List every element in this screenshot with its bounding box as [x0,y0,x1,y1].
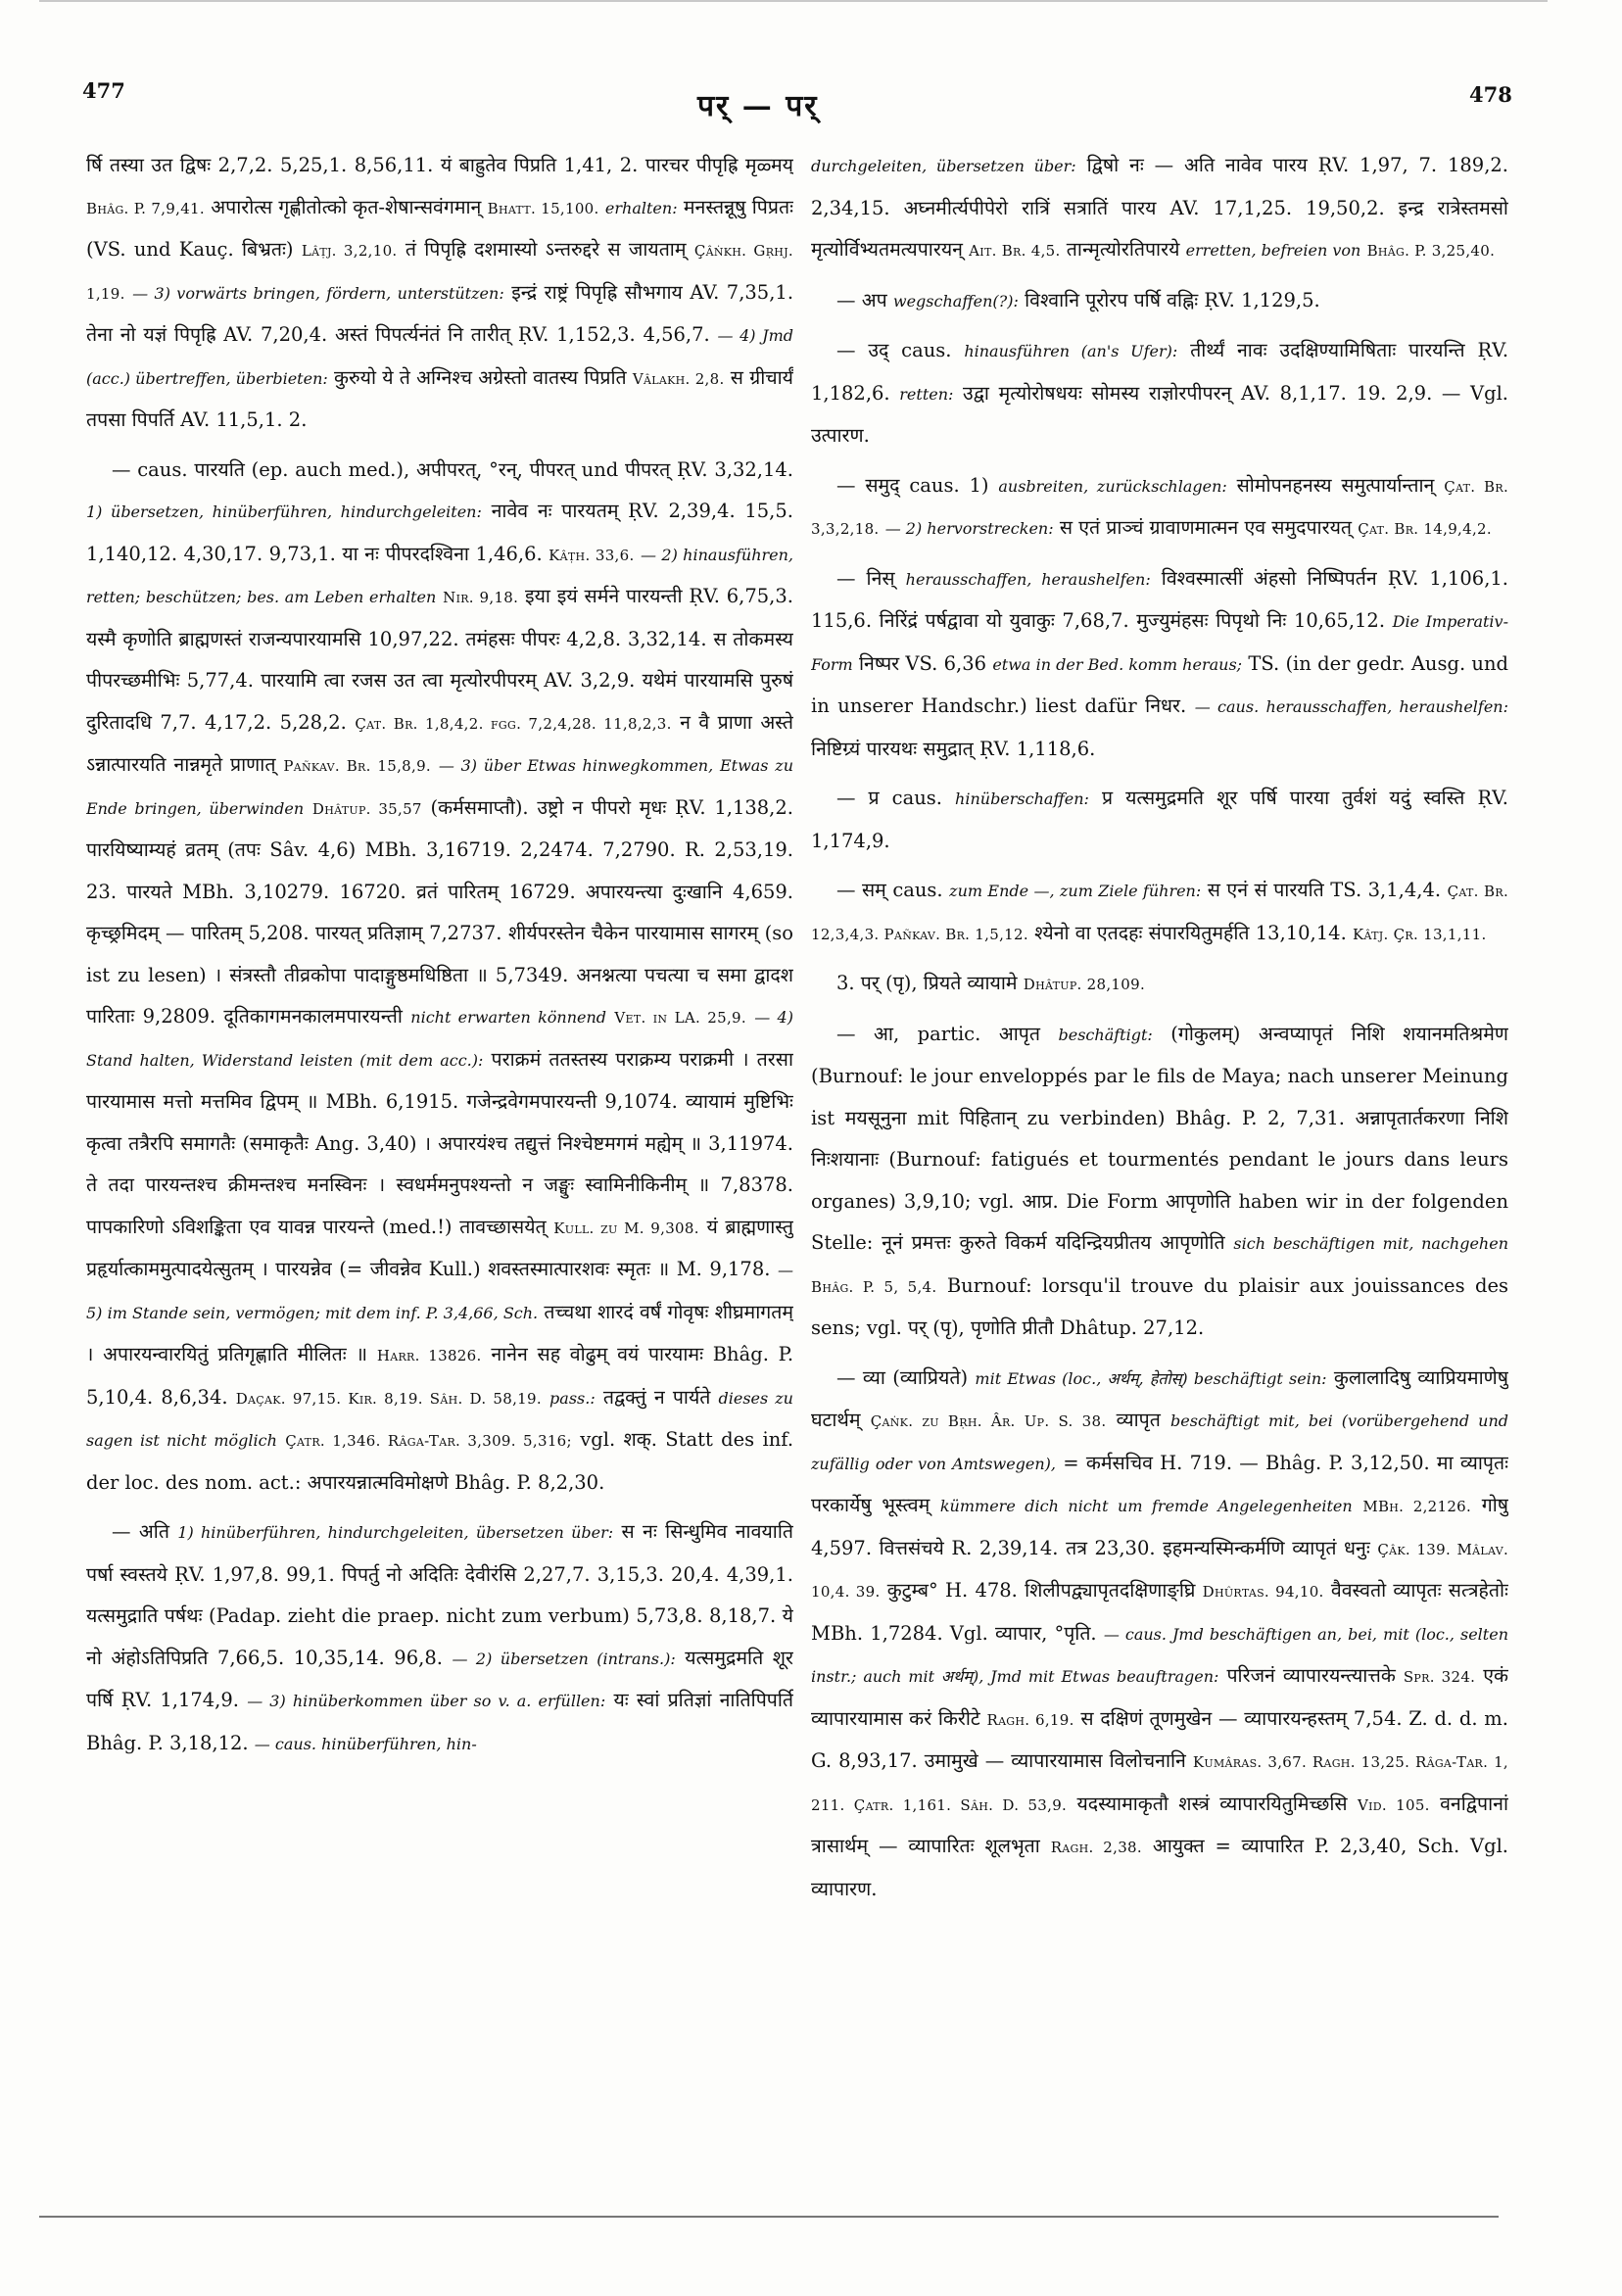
page-bottom-rule [39,2216,1499,2218]
dictionary-entry [811,1358,1508,1911]
sanskrit-text: TS. (in der gedr. Ausg. und in unserer Handschr.) liest dafür निधर. [811,651,1508,717]
sanskrit-text: — समुद् caus. 1) [836,473,989,497]
german-gloss: — 2) hinausführen, retten; beschützen; bes. am Leben erhalten [86,545,793,606]
german-gloss: retten: [899,384,954,404]
german-gloss: ausbreiten, zurückschlagen: [998,476,1227,496]
sanskrit-text: न वै प्राणा अस्ते ऽन्नात्पारयति नान्नमृते प्राणात् [86,710,793,776]
source-reference: Çatr. 1,346. Râga-Tar. 3,309. 5,316; [285,1432,572,1450]
sanskrit-text: उद्वा मृत्योरोषधयः सोमस्य राज्ञोरपीपरन् AV. 8,1,17. 19. 2,9. — Vgl. उत्पारण. [811,381,1508,447]
sanskrit-text: — caus. पारयति (ep. auch med.), अपीपरत्, °रन्, पीपरत् und पीपरत् ṚV. 3,32,14. [112,457,793,481]
sanskrit-text: विश्वानि पूरोरप पर्षि वह्निः ṚV. 1,129,5. [1025,288,1320,311]
sanskrit-text: — सम् caus. [836,879,943,901]
dictionary-entry [811,1014,1508,1350]
sanskrit-text: पराक्रमं ततस्तस्य पराक्रम्य पराक्रमी । तरसा पारयामास मत्तो मत्तमिव द्विपम् ॥ MBh. 6,1915. गजेन्द्रवेगमपारयन्ती 9,1074. व्यायामं मुष्टिभिः कृत्वा तत्रैरपि समागतैः (समाकृतैः Ang. 3,40) । अपारयंश्च तद्युत्तं निश्चेष्टमगमं मह्येम् ॥ 3,11974. ते तदा पारयन्तश्च क्रीमन्तश्च मनस्विनः । स्वधर्ममनुपश्यन्तो न जङ्घुः स्वामिनीकिनीम् ॥ 7,8378. पापकारिणो ऽविशङ्किता एव यावन्न पारयन्ते (med.!) तावच्छासयेत् [86,1047,793,1238]
sanskrit-text: निष्पर VS. 6,36 [858,651,987,675]
source-reference: Vid. 105. [1357,1795,1430,1814]
sanskrit-text: = कर्मसचिव H. 719. — Bhâg. P. 3,12,50. मा व्यापृतः परकार्येषु भूस्त्वम् [811,1451,1508,1516]
german-gloss: mit Etwas (loc., अर्थम्, हेतोस्) beschäftigt sein: [975,1368,1327,1388]
scan-top-edge [39,0,1548,2]
sanskrit-text: — प्र caus. [836,787,942,809]
german-gloss: 1) übersetzen, hinüberführen, hindurchgeleiten: [86,502,482,521]
german-gloss: hinausführen (an's Ufer): [964,342,1178,360]
sanskrit-text: (गोकुलम्) अन्वप्यापृतं निशि शयानमतिश्रमेण (Burnouf: le jour enveloppés par le fils de Maya; nach unserer Meinung ist मयसूनुना mit पिहितान् zu verbinden) Bhâg. P. 2, 7,31. अन्नापृतार्तकरणा निशि निःशयानाः (Burnouf: fatigués et tourmentés pendant le jours dans leurs organes) 3,9,10; vgl. आप्र. Die Form आपृणोति haben wir in der folgenden Stelle: नूनं प्रमत्तः कुरुते विकर्म यदिन्द्रियप्रीतय आपृणोति [811,1022,1508,1254]
source-reference: Çat. Br. 1,8,4,2. fgg. 7,2,4,28. 11,8,2,3. [355,714,672,733]
sanskrit-text: एकं व्यापारयामास करं किरीटे [811,1664,1508,1730]
page-number-left: 477 [82,78,125,103]
german-gloss: beschäftigt: [1058,1025,1153,1044]
sanskrit-text: गोषु 4,597. वित्तसंचये R. 2,39,14. तत्र 23,30. इहमन्यस्मिन्कर्मणि व्यापृतं धनुः [811,1494,1508,1559]
source-reference: Kumâras. 3,67. Ragh. 13,25. Râga-Tar. 1, 211. Çatr. 1,161. Sâh. D. 53,9. [811,1753,1508,1814]
german-gloss: — caus. Jmd beschäftigen an, bei, mit (loc., selten instr.; auch mit अर्थम्), Jmd mit Etwas beauftragen: [811,1624,1508,1686]
source-reference: Dhâtup. 28,109. [1023,976,1146,993]
dictionary-entry [86,450,793,1505]
dictionary-entry [86,145,793,442]
source-reference: Ragh. 6,19. [986,1710,1074,1729]
german-gloss: herausschaffen, heraushelfen: [905,569,1151,589]
sanskrit-text: निष्टिग्र्यं पारयथः समुद्रात् ṚV. 1,118,6. [811,737,1096,760]
german-gloss: wegschaffen(?): [892,291,1019,311]
left-column [86,145,793,2133]
sanskrit-text: इन्द्रं राष्ट्रं पिपृह्रि सौभगाय AV. 7,35,1. तेना नो यज्ञं पिपृह्रि AV. 7,20,4. अस्तं पिपर्त्यनंतं नि तारीत् ṚV. 1,152,3. 4,56,7. [86,280,793,346]
sanskrit-text: र्षि तस्या उत द्विषः 2,7,2. 5,25,1. 8,56,11. यं बाह्रुतेव पिप्रति 1,41, 2. पारचर पीपृह्रि मृळ्मय् [86,154,793,176]
german-gloss: — 4) Stand halten, Widerstand leisten (mit dem acc.): [86,1008,793,1070]
german-gloss: — 2) hervorstrecken: [884,519,1054,538]
source-reference: Çâk. 139. Mâlav. 10,4. 39. [811,1540,1508,1601]
german-gloss: etwa in der Bed. komm heraus; [992,654,1243,674]
sanskrit-text: तच्चथा शारदं वर्षं गोवृषः शीघ्रमागतम् । अपारयन्वारयितुं प्रतिगृह्णाति मीलितः ॥ [86,1300,793,1365]
sanskrit-text: वैवस्वतो व्यापृतः सत्त्रहेतोः MBh. 1,7284. Vgl. व्यापार, °पृति. [811,1579,1508,1645]
dictionary-entry [86,1511,793,1765]
german-gloss: erhalten: [604,198,678,217]
source-reference: Daçak. 97,15. Kir. 8,19. Sâh. D. 58,19. [235,1389,542,1408]
german-gloss: sich beschäftigen mit, nachgehen [1233,1234,1508,1253]
sanskrit-text: स ग्रीचार्यं तपसा पिपर्ति AV. 11,5,1. 2. [86,365,793,431]
german-gloss: — 5) im Stande sein, vermögen; mit dem inf. P. 3,4,66, Sch. [86,1261,793,1322]
sanskrit-text: द्विषो नः — अति नावेव पारय ṚV. 1,97, 7. 189,2. 2,34,15. अघ्नमीर्त्यपीपेरो रात्रिं सत्रातिं पारय AV. 17,1,25. 19,50,2. इन्द्र रात्रेस्तमसो मृत्योर्विभ्यतमत्यपारयन् [811,154,1508,261]
dictionary-entry [811,778,1508,862]
source-reference: Çat. Br. 3,3,2,18. [811,477,1508,538]
source-reference: Lâṭj. 3,2,10. [301,242,398,260]
sanskrit-text: 3. पर् (पृ), प्रियते व्यायामे [836,972,1018,994]
german-gloss: — 4) Jmd (acc.) übertreffen, überbieten: [86,326,793,388]
german-gloss: — caus. herausschaffen, heraushelfen: [1194,697,1508,716]
sanskrit-text: श्येनो वा एतदहः संपारयितुमर्हति 13,10,14. [1034,921,1347,944]
sanskrit-text: यत्समुद्रमति शूर पर्षि ṚV. 1,174,9. [86,1646,793,1711]
sanskrit-text: Burnouf: lorsqu'il trouve du plaisir aux jouissances des sens; vgl. पर् (पृ), पृणोति प्रीतौ Dhâtup. 27,12. [811,1273,1508,1339]
dictionary-entry [811,280,1508,323]
right-column [811,145,1508,2133]
dictionary-entry [811,330,1508,457]
sanskrit-text: नानेन सह वोढुम् वयं पारयामः Bhâg. P. 5,10,4. 8,6,34. [86,1343,793,1409]
source-reference: Ait. Br. 4,5. [969,242,1061,260]
german-gloss: — 3) vorwärts bringen, fördern, unterstützen: [132,283,504,303]
sanskrit-text: मनस्तन्नूषु पिप्रतः (VS. und Kauç. बिभ्रतः) [86,195,793,261]
page-number-right: 478 [1469,82,1512,107]
source-reference: Bhâg. P. 3,25,40. [1366,242,1496,260]
sanskrit-text: तान्मृत्योरतिपारये [1066,238,1180,261]
sanskrit-text: — उद् caus. [836,339,952,361]
source-reference: Kâṭh. 33,6. [549,546,635,564]
dictionary-entry [811,870,1508,955]
dictionary-entry [811,145,1508,272]
german-gloss: dieses zu sagen ist nicht möglich [86,1388,793,1450]
sanskrit-text: परिजनं व्यापारयन्त्यात्तके [1226,1664,1396,1687]
source-reference: Bhâg. P. 7,9,41. [86,199,205,217]
source-reference: Vet. in LA. 25,9. [614,1009,746,1027]
source-reference: Ragh. 2,38. [1050,1839,1142,1856]
source-reference: MBh. 2,2126. [1362,1498,1472,1515]
german-gloss: — 3) hinüberkommen über so v. a. erfüllen: [247,1692,606,1710]
german-gloss: — 2) übersetzen (intrans.): [452,1649,676,1668]
german-gloss: zum Ende —, zum Ziele führen: [949,882,1202,900]
source-reference: Kull. zu M. 9,308. [553,1219,699,1237]
source-reference: Dhûrtas. 94,10. [1202,1583,1324,1601]
german-gloss: 1) hinüberführen, hindurchgeleiten, übersetzen über: [177,1523,614,1542]
source-reference: Vâlakh. 2,8. [632,369,725,388]
german-gloss: Die Imperativ-Form [811,612,1508,674]
source-reference: Çat. Br. 14,9,4,2. [1358,520,1492,538]
sanskrit-text: विश्वस्मात्सीं अंहसो निष्पिपर्तन ṚV. 1,106,1. 115,6. निरिंद्रं पर्षद्वावा यो युवाकुः 7,68,7. मुज्युमंहसः पिपृथो निः 10,65,12. [811,566,1508,632]
german-gloss: — caus. hinüberführen, hin- [254,1734,477,1753]
source-reference: Bhâg. P. 5, 5,4. [811,1277,937,1296]
source-reference: Nir. 9,18. [443,589,519,606]
sanskrit-text: — अप [836,288,887,311]
sanskrit-text: कुलालादिषु व्याप्रियमाणेषु घटार्थम् [811,1365,1508,1431]
sanskrit-text: नावेव नः पारयतम् ṚV. 2,39,4. 15,5. 1,140,12. 4,30,17. 9,73,1. या नः पीपरदश्विना 1,46,6. [86,500,793,565]
sanskrit-text: कुरुयो ये ते अग्निश्च अग्रेस्तो वातस्य पिप्रति [334,365,627,389]
source-reference: Spr. 324. [1403,1668,1476,1686]
sanskrit-text: यदस्यामाकृतौ शस्त्रं व्यापारयितुमिच्छसि [1076,1792,1348,1815]
german-gloss: erretten, befreien von [1185,241,1361,260]
sanskrit-text: स एतं प्राञ्चं ग्रावाणमात्मन एव समुदपारयत् [1059,516,1352,539]
dictionary-entry [811,558,1508,771]
running-head-word: पर् — पर् [697,89,819,123]
sanskrit-text: — आ, partic. आपृत [836,1022,1040,1045]
sanskrit-text: vgl. शक्. Statt des inf. der loc. des nom. act.: अपारयन्नात्मविमोक्षणे Bhâg. P. 8,2,30. [86,1428,793,1494]
sanskrit-text: कुटुम्ब° H. 478. शिलीपद्व्यापृतदक्षिणाङ्घ्रि [886,1579,1196,1602]
sanskrit-text: स दक्षिणं तूणमुखेन — व्यापारयन्हस्तम् 7,54. Z. d. d. m. G. 8,93,17. उमामुखे — व्यापारयामास विलोचनानि [811,1706,1508,1772]
german-gloss: kümmere dich nicht um fremde Angelegenheiten [939,1497,1353,1515]
source-reference: Bhatt. 15,100. [487,199,599,217]
source-reference: Dhâtup. 35,57 [311,799,422,818]
sanskrit-text: इया इयं सर्मने पारयन्ती ṚV. 6,75,3. यस्मै कृणोति ब्राह्मणस्तं राजन्यपारयामसि 10,97,22. तमंहसः पीपरः 4,2,8. 3,32,14. स तोकमस्य पीपरच्छमीभिः 5,77,4. पारयामि त्वा रजस उत त्वा मृत्योरपीपरम् AV. 3,2,9. यथेमं पारयामसि पुरुषं दुरितादधि 7,7. 4,17,2. 5,28,2. [86,585,793,734]
sanskrit-text: स एनं सं पारयति TS. 3,1,4,4. [1207,879,1442,901]
dictionary-entry [811,465,1508,550]
sanskrit-text: तं पिपृह्रि दशमास्यो ऽन्तरुद्दरे स जायताम् [405,238,687,261]
sanskrit-text: — व्या (व्याप्रियते) [836,1365,969,1389]
sanskrit-text: तद्वक्तुं न पार्यते [602,1385,711,1409]
dictionary-entry [811,963,1508,1006]
sanskrit-text: व्यापृत [1116,1409,1161,1431]
source-reference: Çat. Br. 12,3,4,3. Pañkav. Br. 1,5,12. [811,883,1508,943]
sanskrit-text: (कर्मसमाप्तौ). उष्ट्रो न पीपरो मृधः ṚV. 1,138,2. पारयिष्याम्यहं व्रतम् (तपः Sâv. 4,6) MBh. 3,16719. 2,2474. 7,2790. R. 2,53,19. 23. पारयते MBh. 3,10279. 16720. व्रतं पारितम् 16729. अपारयन्त्या दुःखानि 4,659. कृच्छ्रमिदम् — पारितम् 5,208. पारयत् प्रतिज्ञाम् 7,2737. शीर्यपरस्तेन चैकेन पारयामास सागरम् (so ist zu lesen) । संत्रस्तौ तीव्रकोपा पादाङ्गुष्ठमधिष्ठिता ॥ 5,7349. अनश्नत्या पचत्या च समा द्वादश पारिताः 9,2809. दूतिकागमनकालमपारयन्ती [86,795,793,1028]
german-gloss: beschäftigt mit, bei (vorübergehend und zufällig oder von Amtswegen), [811,1411,1508,1473]
source-reference: Çaṅk. zu Bṛh. Âr. Up. S. 38. [870,1412,1107,1430]
source-reference: Harr. 13826. [376,1347,482,1364]
german-gloss: hinüberschaffen: [955,789,1089,808]
sanskrit-text: यं ब्राह्मणास्तु प्रहृर्यात्काममुत्पादयेत्सुतम् । पारयन्नेव (= जीवन्नेव Kull.) शवस्तस्मात्पारशवः स्मृतः ॥ M. 9,178. [86,1215,793,1280]
sanskrit-text: सोमोपनहनस्य समुत्पार्यान्तान् [1236,473,1435,497]
source-reference: Çâṅkh. Gṛhj. 1,19. [86,242,793,303]
sanskrit-text: प्र यत्समुद्रमति शूर पर्षि पारया तुर्वशं यदुं स्वस्ति ṚV. 1,174,9. [811,787,1508,852]
german-gloss: pass.: [549,1388,596,1408]
sanskrit-text: यः स्वां प्रतिज्ञां नातिपिपर्ति Bhâg. P. 3,18,12. [86,1689,793,1754]
sanskrit-text: — निस् [836,566,895,590]
german-gloss: nicht erwarten könnend [410,1008,607,1027]
sanskrit-text: अपारोत्स गृह्णीतोत्को कृत-शेषान्सवंगमान् [211,195,482,218]
sanskrit-text: स नः सिन्धुमिव नावयाति पर्षा स्वस्तये ṚV. 1,97,8. 99,1. पिपर्तु नो अदितिः देवीरंसि 2,27,7. 3,15,3. 20,4. 4,39,1. यत्समुद्राति पर्षथः (Padap. zieht die praep. nicht zum verbum) 5,73,8. 8,18,7. ये नो अंहोऽतिपिप्रति 7,66,5. 10,35,14. 96,8. [86,1520,793,1669]
source-reference: Kâtj. Çr. 13,1,11. [1352,925,1487,943]
source-reference: Pañkav. Br. 15,8,9. [283,757,431,775]
german-gloss: durchgeleiten, übersetzen über: [811,157,1076,175]
german-gloss: — 3) über Etwas hinwegkommen, Etwas zu Ende bringen, überwinden [86,756,793,818]
sanskrit-text: — अति [112,1520,169,1543]
sanskrit-text: वनद्विपानां त्रासार्थम् — व्यापारितः शूलभृता [811,1792,1508,1857]
sanskrit-text: तीर्थ्यं नावः उदक्षिण्यामिषिताः पारयन्ति ṚV. 1,182,6. [811,339,1508,405]
sanskrit-text: आयुक्त = व्यापारित P. 2,3,40, Sch. Vgl. व्यापारण. [811,1835,1508,1900]
